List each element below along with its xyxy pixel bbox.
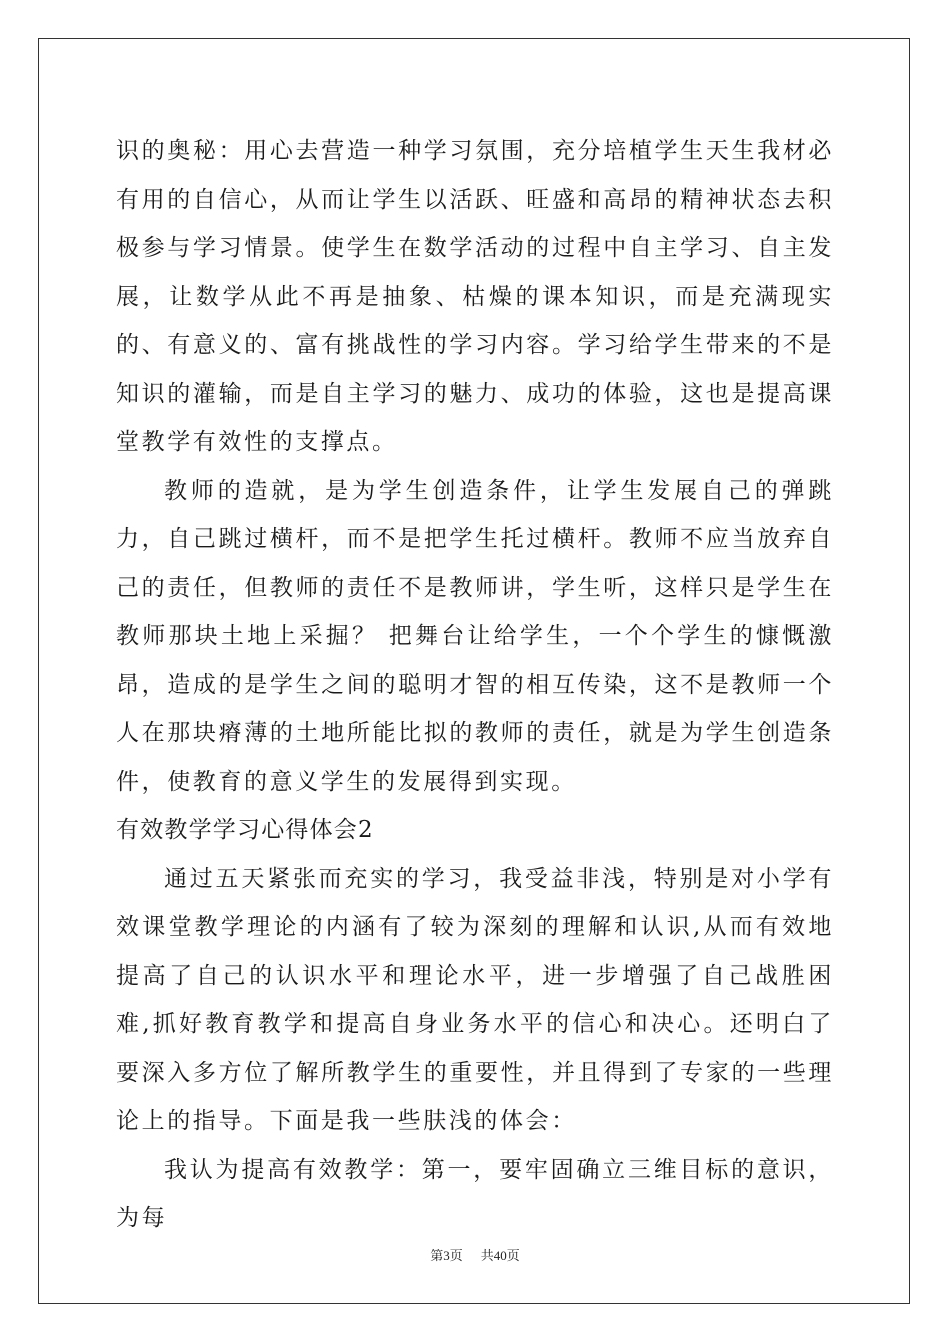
section-heading: 有效教学学习心得体会2 bbox=[116, 817, 374, 843]
paragraph-continued: 识的奥秘：用心去营造一种学习氛围，充分培植学生天生我材必有用的自信心，从而让学生以活跃、旺盛和高昂的精神状态去积极参与学习情景。使学生在数学活动的过程中自主学习、自主发展，让数学从此不再是抽象、枯燥的课本知识，而是充满现实的、有意义的、富有挑战性的学习内容。学习给学生带来的不是知识的灌输，而是自主学习的魅力、成功的体验，这也是提高课堂教学有效性的支撑点。 bbox=[116, 138, 834, 455]
document-body bbox=[116, 127, 834, 1243]
paragraph-study-reflection: 通过五天紧张而充实的学习，我受益非浅，特别是对小学有效课堂教学理论的内涵有了较为深刻的理解和认识,从而有效地提高了自己的认识水平和理论水平，进一步增强了自己战胜困难,抓好教育教学和提高自身业务水平的信心和决心。还明白了要深入多方位了解所教学生的重要性，并且得到了专家的一些理论上的指导。下面是我一些肤浅的体会： bbox=[116, 865, 834, 1134]
total-pages: 共40页 bbox=[480, 1248, 520, 1263]
paragraph-effective-teaching: 我认为提高有效教学：第一，要牢固确立三维目标的意识，为每 bbox=[116, 1156, 834, 1231]
paragraph-teacher-responsibility: 教师的造就，是为学生创造条件，让学生发展自己的弹跳力，自己跳过横杆，而不是把学生托过横杆。教师不应当放弃自己的责任，但教师的责任不是教师讲，学生听，这样只是学生在教师那块土地上采掘？ 把舞台让给学生，一个个学生的慷慨激昂，造成的是学生之间的聪明才智的相互传染，这不是教师一个人在那块瘠薄的土地所能比拟的教师的责任，就是为学生创造条件，使教育的意义学生的发展得到实现。 bbox=[116, 477, 834, 795]
page-footer bbox=[0, 1245, 950, 1264]
page-number: 第3页 bbox=[430, 1248, 463, 1263]
